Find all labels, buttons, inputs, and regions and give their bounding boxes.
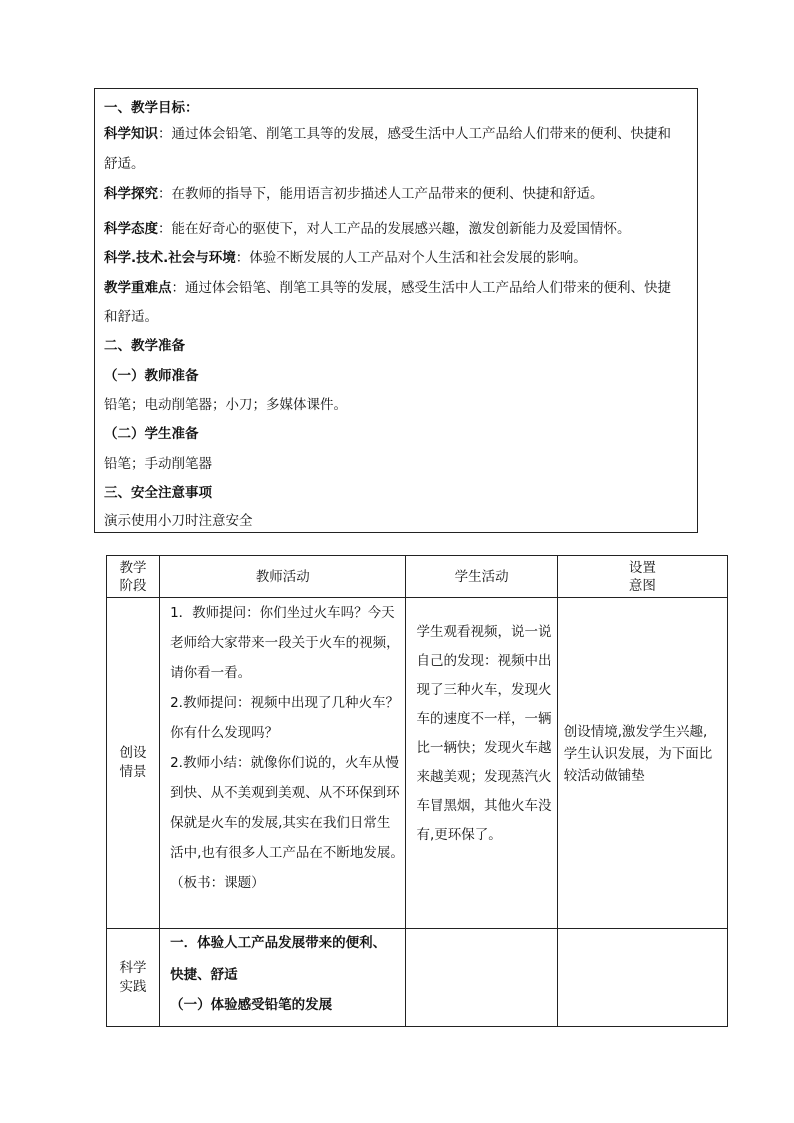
inquiry-label: 科学探究 <box>104 186 158 202</box>
header-intent-line2: 意图 <box>628 577 656 594</box>
stage-practice-line1: 科学 <box>119 959 147 976</box>
section-objectives-heading: 一、教学目标： <box>104 100 199 116</box>
student-prep-text: 铅笔；手动削笔器 <box>104 456 212 472</box>
teacher-activity-cell <box>160 598 406 929</box>
stage-cell-practice <box>107 929 160 1027</box>
table-header-row <box>107 556 728 598</box>
attitude-line <box>104 222 691 237</box>
teacher-line: 请你看一看。 <box>170 665 252 681</box>
header-student-activity: 学生活动 <box>406 556 557 598</box>
teacher-line: 你有什么发现吗？ <box>170 725 279 741</box>
intent-line: 学生认识发展，为下面比 <box>563 746 713 762</box>
student-activity-cell <box>406 929 557 1027</box>
intent-cell <box>557 929 727 1027</box>
intent-line: 创设情境,激发学生兴趣, <box>563 724 708 740</box>
teacher-activity-cell <box>160 929 406 1027</box>
student-activity-cell <box>406 598 557 929</box>
student-line: 车的速度不一样，一辆 <box>416 711 552 727</box>
stage-practice-line2: 实践 <box>119 978 147 995</box>
teacher-line: 保就是火车的发展,其实在我们日常生 <box>170 815 391 831</box>
knowledge-text: ：通过体会铅笔、削笔工具等的发展，感受生活中人工产品给人们带来的便利、快捷和 <box>158 126 671 142</box>
attitude-label: 科学态度 <box>104 221 158 237</box>
student-line: 现了三种火车，发现火 <box>416 682 552 698</box>
key-difficulty-line-2: 和舒适。 <box>104 309 158 325</box>
inquiry-line <box>104 187 691 202</box>
stage-scenario-line2: 情景 <box>119 764 147 780</box>
teacher-line: 到快、从不美观到美观、从不环保到环 <box>170 785 400 801</box>
key-difficulty-line <box>104 281 691 296</box>
lesson-activity-table <box>106 555 728 1027</box>
student-line: 有,更环保了。 <box>416 827 502 843</box>
student-line: 自己的发现：视频中出 <box>416 653 552 669</box>
knowledge-line-2: 舒适。 <box>104 156 145 172</box>
intent-cell <box>557 598 727 929</box>
student-line: 车冒黑烟，其他火车没 <box>416 798 552 814</box>
stage-cell-scenario <box>107 598 160 929</box>
intent-line: 较活动做铺垫 <box>563 768 645 784</box>
section-safety-heading: 三、安全注意事项 <box>104 485 212 501</box>
stage-scenario-line1: 创设 <box>119 745 147 761</box>
teacher-line: （一）体验感受铅笔的发展 <box>170 997 333 1013</box>
header-stage <box>107 556 160 598</box>
inquiry-text: ：在教师的指导下，能用语言初步描述人工产品带来的便利、快捷和舒适。 <box>158 186 604 202</box>
teacher-line: 一．体验人工产品发展带来的便利、 <box>170 935 387 951</box>
sts-label: 科学.技术.社会与环境 <box>104 250 236 266</box>
attitude-text: ：能在好奇心的驱使下，对人工产品的发展感兴趣，激发创新能力及爱国情怀。 <box>158 221 631 237</box>
student-prep-heading: （二）学生准备 <box>104 426 199 442</box>
table-row <box>107 598 728 929</box>
teaching-objectives-box <box>94 88 698 533</box>
teacher-line: 老师给大家带来一段关于火车的视频， <box>170 635 400 651</box>
section-preparation-heading: 二、教学准备 <box>104 338 185 354</box>
sts-line <box>104 251 691 266</box>
header-stage-line1: 教学 <box>119 559 147 576</box>
header-intent <box>557 556 727 598</box>
header-stage-line2: 阶段 <box>119 577 147 594</box>
key-difficulty-label: 教学重难点 <box>104 280 172 296</box>
safety-text: 演示使用小刀时注意安全 <box>104 513 253 529</box>
header-intent-line1: 设置 <box>628 559 656 576</box>
teacher-line: 活中,也有很多人工产品在不断地发展。 <box>170 845 404 861</box>
knowledge-label: 科学知识 <box>104 126 158 142</box>
knowledge-line <box>104 127 691 142</box>
sts-text: ：体验不断发展的人工产品对个人生活和社会发展的影响。 <box>235 250 587 266</box>
teacher-prep-heading: （一）教师准备 <box>104 368 199 384</box>
teacher-line: 快捷、舒适 <box>170 967 238 983</box>
header-teacher-activity: 教师活动 <box>160 556 406 598</box>
student-line: 来越美观；发现蒸汽火 <box>416 769 552 785</box>
student-line: 比一辆快；发现火车越 <box>416 740 552 756</box>
teacher-line: （板书：课题） <box>170 875 265 891</box>
teacher-prep-text: 铅笔；电动削笔器；小刀；多媒体课件。 <box>104 397 347 413</box>
key-difficulty-text: ：通过体会铅笔、削笔工具等的发展，感受生活中人工产品给人们带来的便利、快捷 <box>171 280 671 296</box>
teacher-line: 1．教师提问：你们坐过火车吗？今天 <box>170 605 395 621</box>
table-row <box>107 929 728 1027</box>
student-line: 学生观看视频，说一说 <box>416 624 552 640</box>
teacher-line: 2.教师提问：视频中出现了几种火车？ <box>170 695 399 711</box>
teacher-line: 2.教师小结：就像你们说的，火车从慢 <box>170 755 399 771</box>
